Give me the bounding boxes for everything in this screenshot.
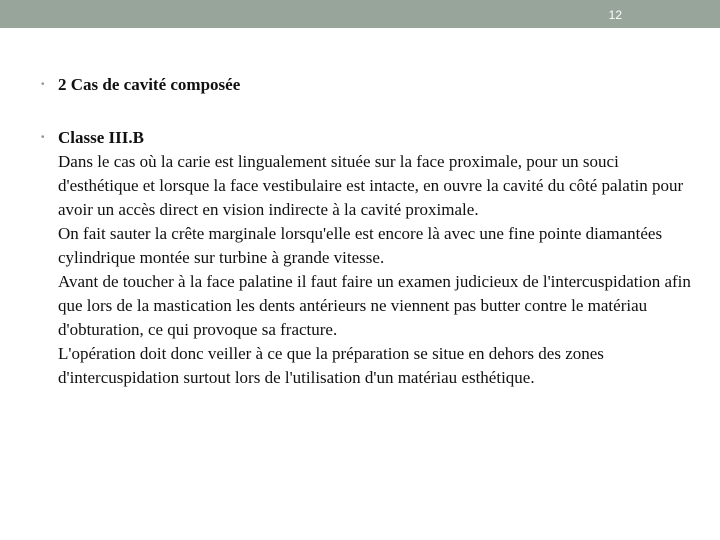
class-title: Classe III.B	[58, 128, 144, 147]
cavity-type-title: 2 Cas de cavité composée	[58, 75, 241, 94]
slide-content	[41, 73, 691, 390]
paragraph-marginal-ridge: On fait sauter la crête marginale lorsqu'elle est encore là avec une fine pointe diamantées cylindrique montée sur turbine à grande vitesse.	[58, 224, 663, 267]
bullet-icon: •	[41, 132, 45, 143]
bullet-item-class-iii-b	[41, 126, 691, 390]
slide-number: 12	[608, 8, 622, 22]
bullet-item-cavity-type	[41, 73, 691, 97]
paragraph-preparation: L'opération doit donc veiller à ce que la préparation se situe en dehors des zones d'intercuspidation surtout lors de l'utilisation d'un matériau esthétique.	[58, 344, 604, 387]
paragraph-access: Dans le cas où la carie est lingualement située sur la face proximale, pour un souci d'esthétique et lorsque la face vestibulaire est intacte, en ouvre la cavité du côté palatin pour avoir un accès direct en vision indirecte à la cavité proximale.	[58, 152, 684, 219]
slide-header-bar	[0, 0, 720, 28]
bullet-icon: •	[41, 79, 45, 90]
paragraph-intercuspidation: Avant de toucher à la face palatine il faut faire un examen judicieux de l'intercuspidation afin que lors de la mastication les dents antérieurs ne viennent pas butter contre le matériau d'obturation, ce qui provoque sa fracture.	[58, 272, 691, 339]
